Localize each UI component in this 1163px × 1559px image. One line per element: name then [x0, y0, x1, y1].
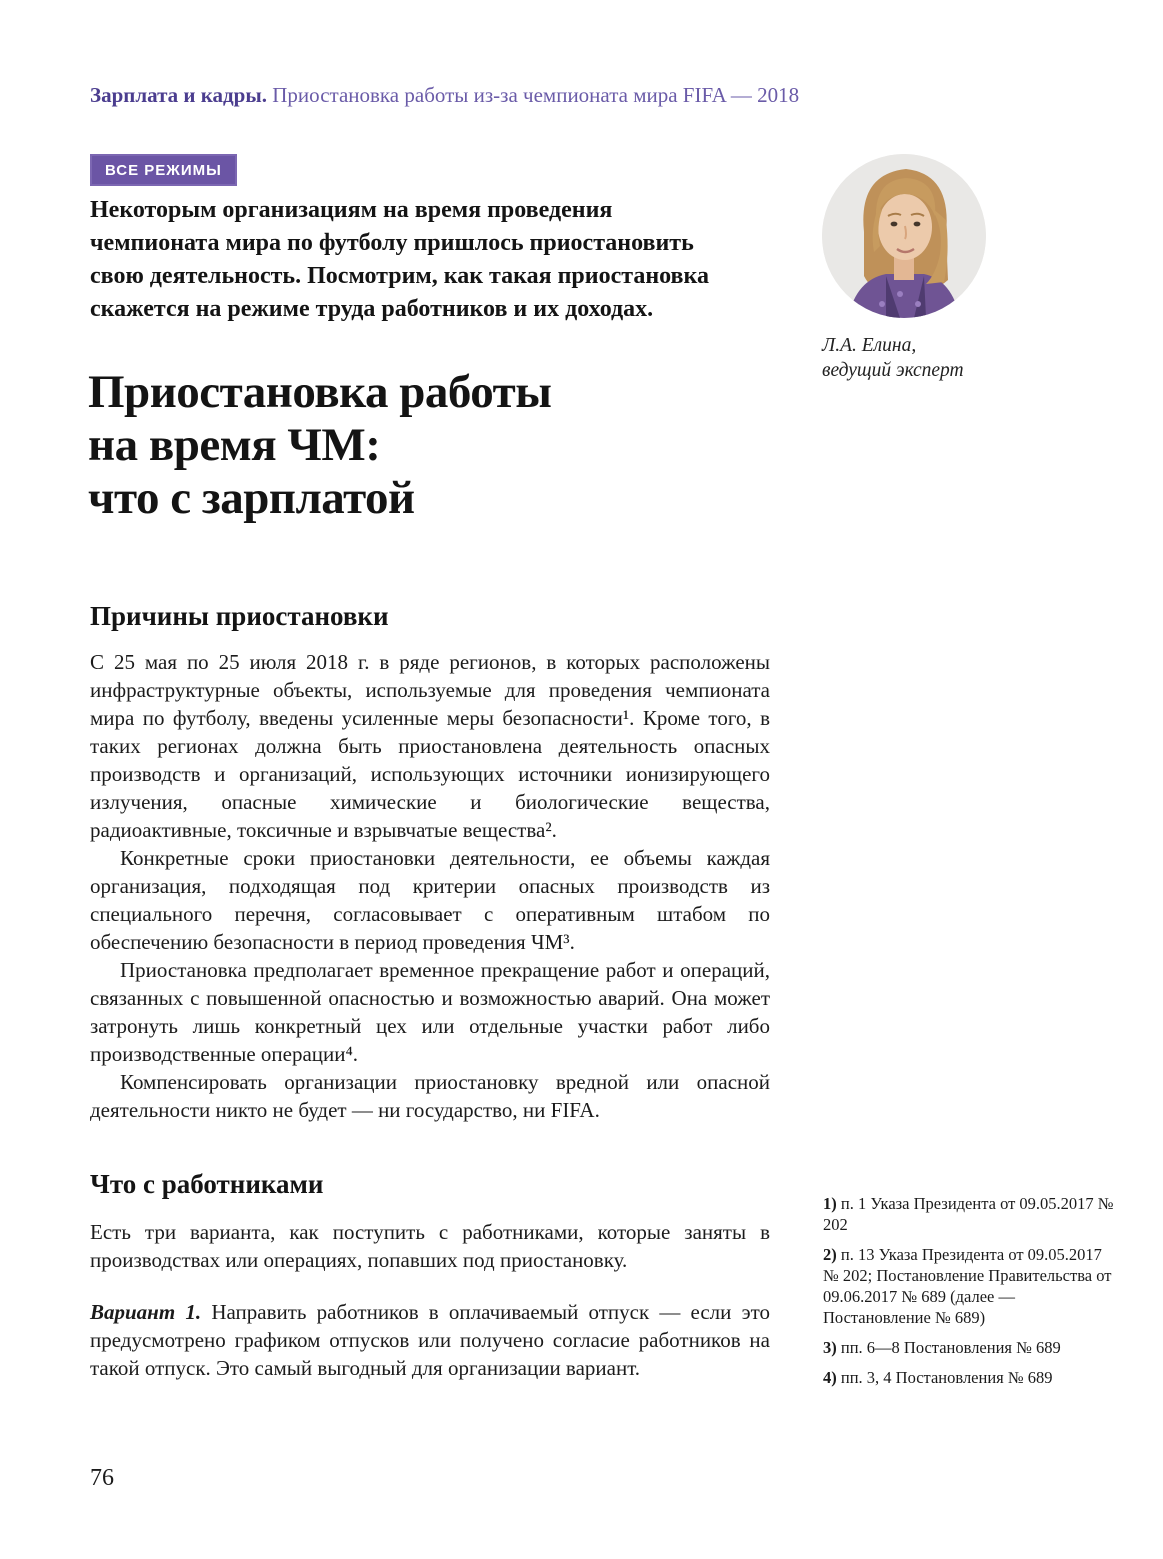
- footnote-number: 2): [823, 1245, 837, 1264]
- running-head: [90, 82, 799, 108]
- section-body-workers: [90, 1218, 770, 1274]
- footnote-text: пп. 6—8 Постановления № 689: [840, 1338, 1061, 1357]
- author-role: ведущий эксперт: [822, 360, 964, 381]
- footnote: [823, 1244, 1115, 1328]
- portrait-illustration: [822, 154, 986, 318]
- footnote-number: 4): [823, 1368, 837, 1387]
- body-paragraph: Есть три варианта, как поступить с работниками, которые заняты в производствах или операциях, попавших под приостановку.: [90, 1220, 770, 1272]
- section-heading-workers: Что с работниками: [90, 1169, 324, 1199]
- variant-1-label: Вариант 1.: [90, 1300, 202, 1324]
- article-title: [88, 366, 551, 525]
- footnote: [823, 1367, 1115, 1388]
- author-name: Л.А. Елина,: [822, 335, 917, 356]
- footnotes-rail: [823, 1193, 1115, 1397]
- article-title-line: что с зарплатой: [88, 472, 415, 524]
- body-paragraph: Приостановка предполагает временное прекращение работ и операций, связанных с повышенной опасностью и возможностью аварий. Она может затронуть лишь конкретный цех или отдельные участки работ либо производственные операции⁴.: [90, 958, 770, 1066]
- article-kicker: Приостановка работы из-за чемпионата мира FIFA — 2018: [272, 83, 800, 107]
- body-paragraph: [90, 1298, 770, 1382]
- section-body-causes: [90, 648, 770, 1124]
- section-heading-causes: Причины приостановки: [90, 601, 389, 631]
- footnote-text: п. 13 Указа Президента от 09.05.2017 № 202; Постановление Правительства от 09.06.2017 № 689 (далее — Постановление № 689): [823, 1245, 1112, 1327]
- footnote-text: пп. 3, 4 Постановления № 689: [840, 1368, 1053, 1387]
- body-paragraph: Компенсировать организации приостановку вредной или опасной деятельности никто не будет — ни государство, ни FIFA.: [90, 1070, 770, 1122]
- variant-1-text: Направить работников в оплачиваемый отпуск — если это предусмотрено графиком отпусков или получено согласие работников на такой отпуск. Это самый выгодный для организации вариант.: [90, 1300, 770, 1380]
- footnote-text: п. 1 Указа Президента от 09.05.2017 № 202: [823, 1194, 1114, 1234]
- body-paragraph: С 25 мая по 25 июля 2018 г. в ряде регионов, в которых расположены инфраструктурные объекты, используемые для проведения чемпионата мира по футболу, введены усиленные меры безопасности¹. Кроме того, в таких регионах должна быть приостановлена деятельность опасных производств и организаций, использующих источники ионизирующего излучения, опасные химические и биологические вещества, радиоактивные, токсичные и взрывчатые вещества².: [90, 650, 770, 842]
- author-caption: [822, 333, 964, 383]
- author-photo: [822, 154, 986, 318]
- variant-1-paragraph: [90, 1298, 770, 1382]
- footnote-number: 3): [823, 1338, 837, 1357]
- footnote: [823, 1337, 1115, 1358]
- regime-badge: ВСЕ РЕЖИМЫ: [90, 154, 237, 186]
- rubric-title: Зарплата и кадры.: [90, 83, 268, 107]
- article-lead: Некоторым организациям на время проведения чемпионата мира по футболу пришлось приостановить свою деятельность. Посмотрим, как такая приостановка скажется на режиме труда работников и их доходах.: [90, 197, 709, 322]
- body-paragraph: Конкретные сроки приостановки деятельности, ее объемы каждая организация, подходящая под критерии опасных производств из специального перечня, согласовывает с оперативным штабом по обеспечению безопасности в период проведения ЧМ³.: [90, 846, 770, 954]
- page-number: 76: [90, 1465, 114, 1491]
- article-title-line: Приостановка работы: [88, 366, 552, 418]
- footnote: [823, 1193, 1115, 1235]
- footnote-number: 1): [823, 1194, 837, 1213]
- article-title-line: на время ЧМ:: [88, 419, 381, 471]
